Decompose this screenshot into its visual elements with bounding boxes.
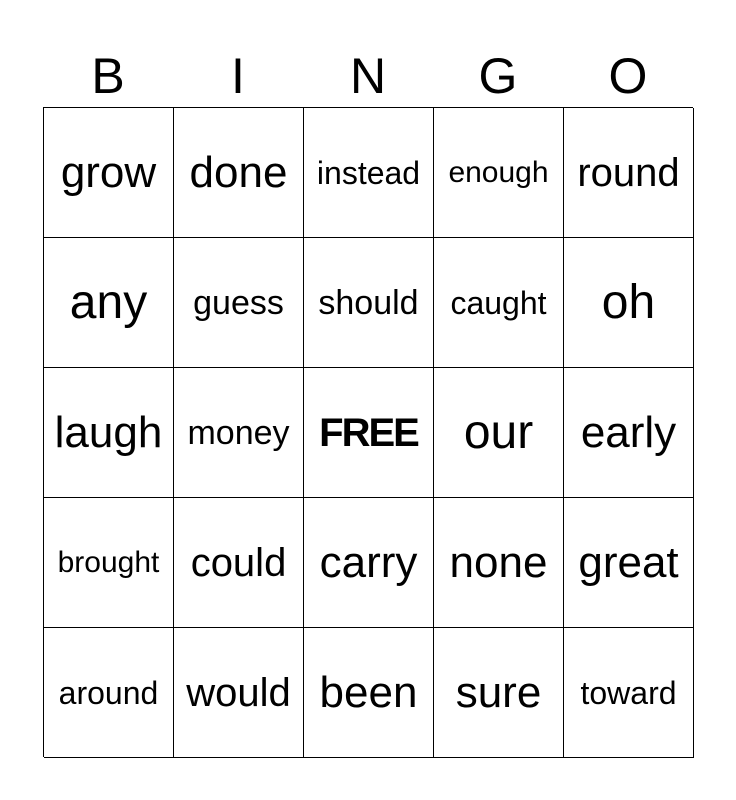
header-letter-b: B xyxy=(91,48,125,104)
header-letter-g: G xyxy=(478,48,518,104)
bingo-cell[interactable]: early xyxy=(564,368,694,498)
bingo-board xyxy=(43,107,693,757)
bingo-cell[interactable]: any xyxy=(44,238,174,368)
bingo-cell[interactable]: enough xyxy=(434,108,564,238)
free-space[interactable]: FREE xyxy=(304,368,434,498)
header-letter-i: I xyxy=(231,48,245,104)
bingo-cell[interactable]: would xyxy=(174,628,304,758)
header-letter-o: O xyxy=(608,48,648,104)
bingo-cell[interactable]: great xyxy=(564,498,694,628)
header-letter-n: N xyxy=(349,48,387,104)
bingo-cell[interactable]: caught xyxy=(434,238,564,368)
bingo-header xyxy=(43,44,693,108)
bingo-cell[interactable]: around xyxy=(44,628,174,758)
bingo-cell[interactable]: oh xyxy=(564,238,694,368)
bingo-cell[interactable]: none xyxy=(434,498,564,628)
bingo-cell[interactable]: round xyxy=(564,108,694,238)
bingo-cell[interactable]: guess xyxy=(174,238,304,368)
bingo-cell[interactable]: been xyxy=(304,628,434,758)
bingo-cell[interactable]: laugh xyxy=(44,368,174,498)
bingo-cell[interactable]: grow xyxy=(44,108,174,238)
bingo-cell[interactable]: brought xyxy=(44,498,174,628)
bingo-cell[interactable]: money xyxy=(174,368,304,498)
bingo-cell[interactable]: toward xyxy=(564,628,694,758)
bingo-cell[interactable]: instead xyxy=(304,108,434,238)
bingo-cell[interactable]: could xyxy=(174,498,304,628)
bingo-cell[interactable]: should xyxy=(304,238,434,368)
bingo-cell[interactable]: sure xyxy=(434,628,564,758)
bingo-cell[interactable]: our xyxy=(434,368,564,498)
bingo-cell[interactable]: carry xyxy=(304,498,434,628)
bingo-cell[interactable]: done xyxy=(174,108,304,238)
